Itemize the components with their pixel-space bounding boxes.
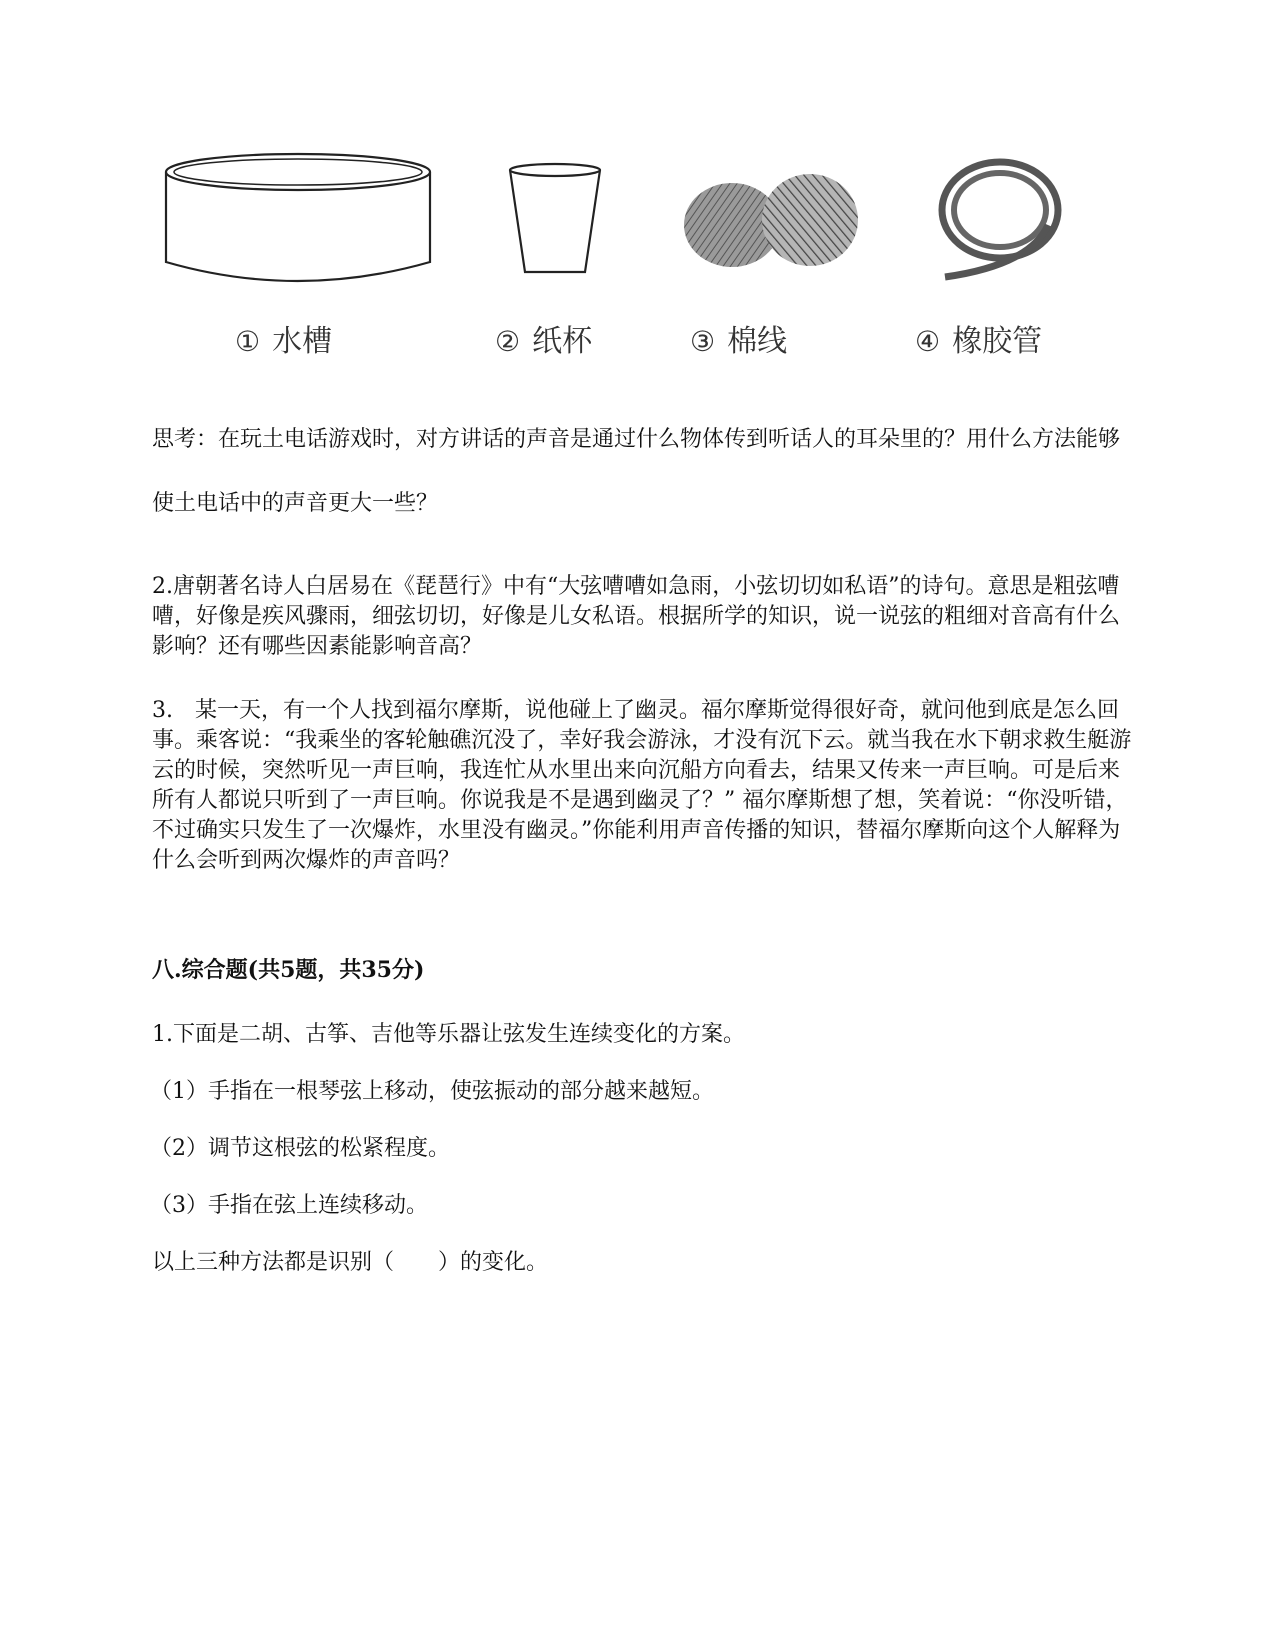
caption-2: [495, 316, 592, 360]
caption-label: 水槽: [272, 324, 333, 359]
caption-number: ③: [690, 325, 716, 358]
caption-number: ②: [495, 325, 521, 358]
caption-1: [235, 316, 332, 360]
caption-label: 橡胶管: [952, 324, 1043, 359]
caption-number: ④: [915, 325, 941, 358]
caption-label: 纸杯: [532, 324, 593, 359]
water-tank-icon: [160, 150, 435, 290]
section-8-question-1: 1.下面是二胡、古筝、吉他等乐器让弦发生连续变化的方案。: [152, 1022, 745, 1047]
fill-in-blank: 以上三种方法都是识别（ ）的变化。: [152, 1250, 549, 1275]
caption-label: 棉线: [727, 324, 788, 359]
cotton-thread-icon: [680, 170, 865, 270]
materials-figure: [160, 150, 1130, 370]
question-2: 2.唐朝著名诗人白居易在《琵琶行》中有“大弦嘈嘈如急雨，小弦切切如私语”的诗句。意思是粗弦嘈嘈，好像是疾风骤雨，细弦切切，好像是儿女私语。根据所学的知识，说一说弦的粗细对音高有什么影响？还有哪些因素能影响音高？: [152, 574, 1121, 659]
section-8-title: 八.综合题(共5题，共35分): [152, 957, 425, 983]
step-1: （1）手指在一根琴弦上移动，使弦振动的部分越来越短。: [150, 1079, 714, 1104]
caption-number: ①: [235, 325, 261, 358]
caption-3: [690, 316, 787, 360]
step-2: （2）调节这根弦的松紧程度。: [150, 1136, 450, 1161]
rubber-tube-icon: [930, 155, 1065, 285]
think-question: 思考：在玩土电话游戏时，对方讲话的声音是通过什么物体传到听话人的耳朵里的？用什么方法能够使土电话中的声音更大一些？: [152, 427, 1121, 516]
question-3: 3. 某一天，有一个人找到福尔摩斯，说他碰上了幽灵。福尔摩斯觉得很好奇，就问他到底是怎么回事。乘客说：“我乘坐的客轮触礁沉没了，幸好我会游泳，才没有沉下云。就当我在水下朝求救生艇游云的时候，突然听见一声巨响，我连忙从水里出来向沉船方向看去，结果又传来一声巨响。可是后来所有人都说只听到了一声巨响。你说我是不是遇到幽灵了？” 福尔摩斯想了想，笑着说：“你没听错，不过确实只发生了一次爆炸，水里没有幽灵。”你能利用声音传播的知识，替福尔摩斯向这个人解释为什么会听到两次爆炸的声音吗？: [152, 698, 1132, 873]
step-3: （3）手指在弦上连续移动。: [150, 1193, 428, 1218]
caption-4: [915, 316, 1042, 360]
paper-cup-icon: [505, 162, 605, 277]
